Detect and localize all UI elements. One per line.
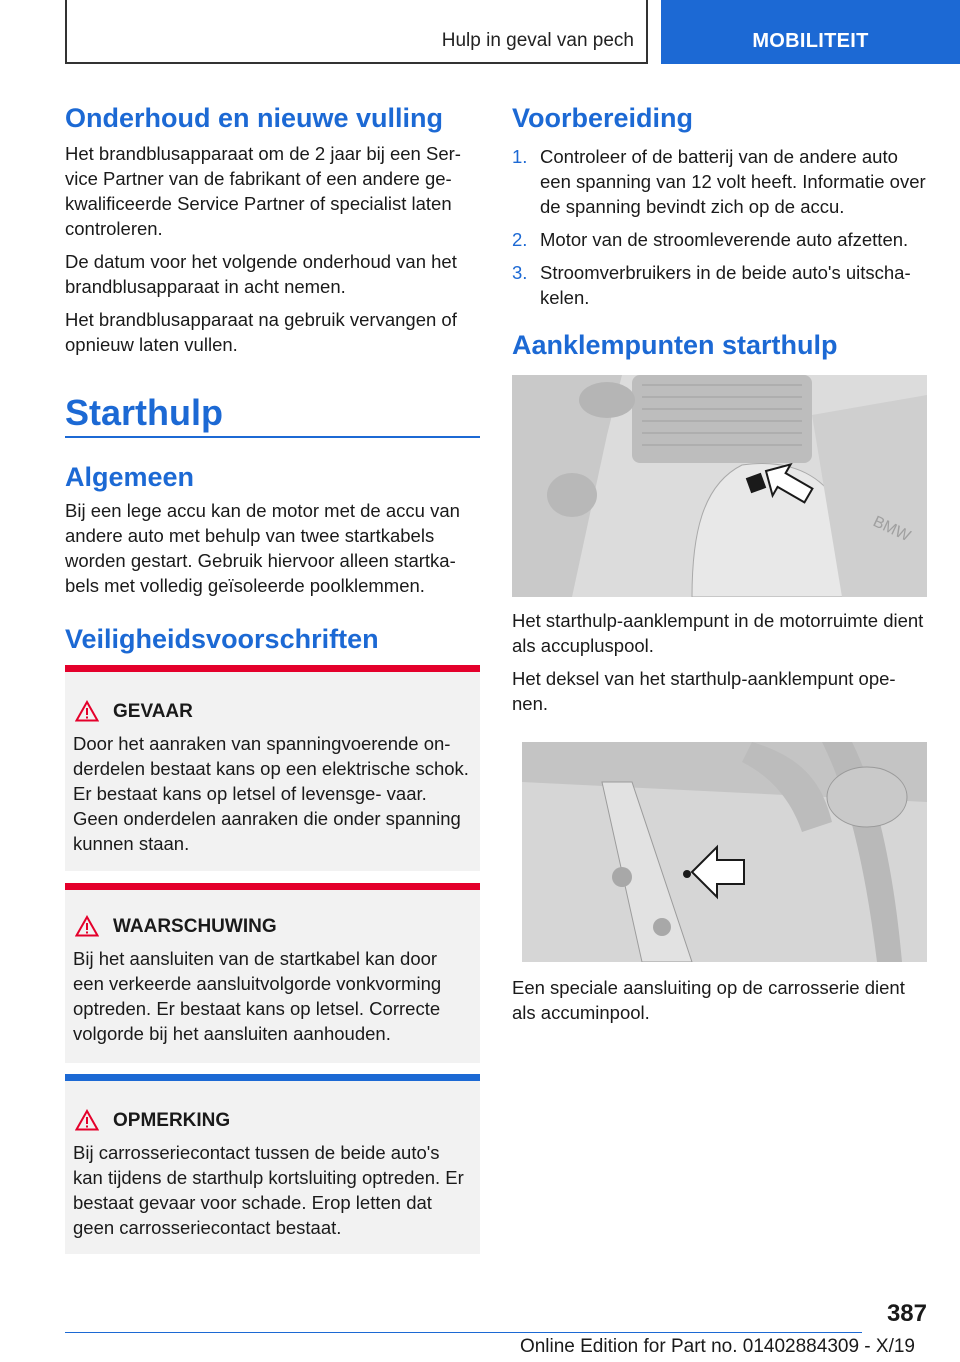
notice-note-text: Bij carrosseriecontact tussen de beide auto's kan tijdens de starthulp kortsluiting optreden. Er bestaat gevaar voor schade. Erop letten dat geen carrosseriecontact bestaat. [73,1142,464,1238]
caption-negative: Een speciale aansluiting op de carrosserie dient als accuminpool. [512,977,905,1023]
starthulp-heading: Starthulp [65,392,223,433]
points-heading: Aanklempunten starthulp [512,330,838,360]
notice-warning-text: Bij het aansluiten van de startkabel kan door een verkeerde aansluitvolgorde vonkvorming optreden. Er bestaat kans op letsel. Correcte volgorde bij het aansluiten aanhouden. [73,948,442,1044]
warning-triangle-icon [75,915,99,937]
maintenance-paragraph-2: De datum voor het volgende onderhoud van het brandblusapparaat in acht nemen. [65,251,457,297]
warning-triangle-icon [75,700,99,722]
notice-warning [65,883,480,1063]
footer-divider [65,1332,862,1333]
caption-open-cover: Het deksel van het starthulp-aanklempunt ope‐ nen. [512,668,896,714]
starthulp-divider [65,436,480,438]
safety-heading: Veiligheidsvoorschriften [65,624,379,654]
svg-text:BMW: BMW [870,513,913,546]
maintenance-section [65,103,480,357]
maintenance-paragraph-3: Het brandblusapparaat na gebruik vervangen of opnieuw laten vullen. [65,309,457,355]
prep-section [512,103,927,318]
prep-step: 1. Controleer of de batterij van de andere auto een spanning van 12 volt heeft. Informatie over de spanning bevindt zich op de accu. [512,146,926,217]
section-tab[interactable] [661,0,960,64]
prep-step: 3. Stroomverbruikers in de beide auto's uitscha‐ kelen. [512,262,911,308]
header-chapter-box [65,0,648,64]
prep-step: 2. Motor van de stroomleverende auto afzetten. [512,229,909,250]
notice-note [65,1074,480,1254]
caption-positive: Het starthulp-aanklempunt in de motorruimte dient als accupluspool. [512,610,924,656]
warning-triangle-icon [75,1109,99,1131]
chapter-title: Hulp in geval van pech [441,30,634,51]
general-section [65,462,480,598]
notice-danger-title: GEVAAR [113,701,193,722]
engine-bay-photo-negative [522,742,927,962]
prep-steps [512,144,927,310]
notice-danger [65,665,480,871]
notice-warning-title: WAARSCHUWING [113,916,277,937]
engine-bay-photo-positive [512,375,927,597]
notice-danger-text: Door het aanraken van spanningvoerende on‐ derdelen bestaat kans op een elektrische schok. Er bestaat kans op letsel of levensge‐ vaar. Geen onderdelen aanraken die onder spanning kunnen staan. [73,733,469,854]
general-paragraph: Bij een lege accu kan de motor met de accu van andere auto met behulp van twee startkabels worden gestart. Gebruik hiervoor alleen startka‐ bels met volledig geïsoleerde poolklemmen. [65,500,460,596]
general-heading: Algemeen [65,462,195,492]
footer-edition: Online Edition for Part no. 01402884309 - X/19 [519,1336,915,1357]
maintenance-heading: Onderhoud en nieuwe vulling [65,103,444,133]
section-tab-label: MOBILITEIT [752,30,869,52]
page-number: 387 [886,1300,927,1327]
prep-heading: Voorbereiding [512,103,694,133]
maintenance-paragraph-1: Het brandblusapparaat om de 2 jaar bij een Ser‐ vice Partner van de fabrikant of een andere ge‐ kwalificeerde Service Partner of specialist laten controleren. [65,143,461,239]
notice-note-title: OPMERKING [113,1110,231,1131]
